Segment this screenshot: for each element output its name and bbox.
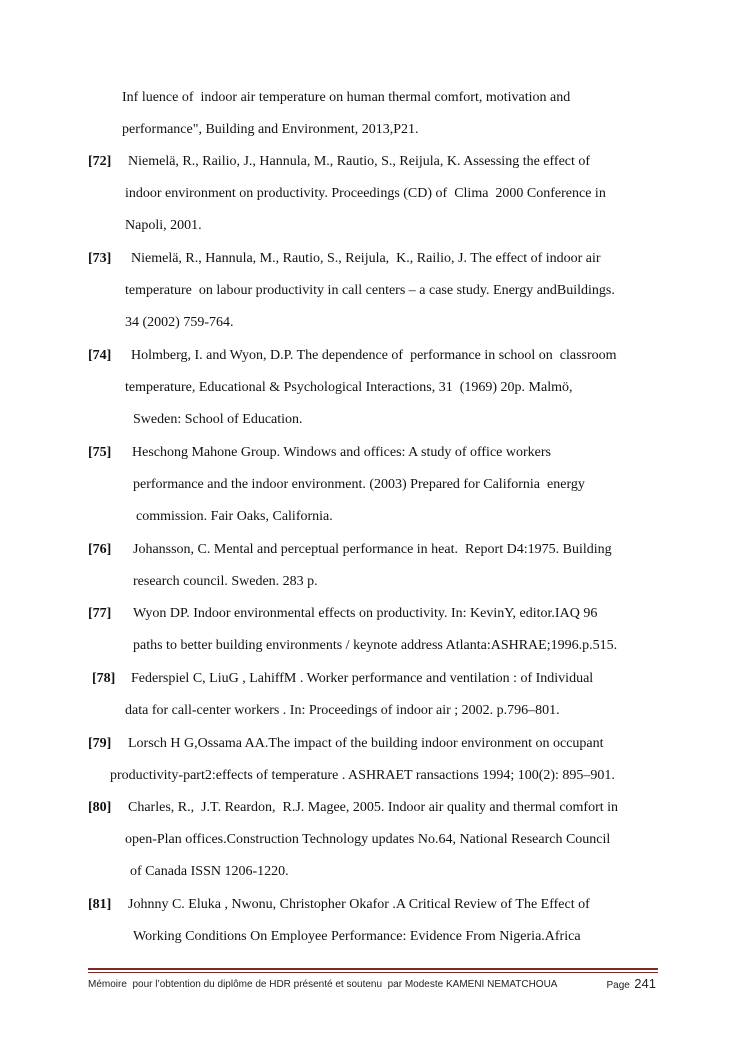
page-number-value: 241 bbox=[634, 976, 656, 991]
reference-line: Lorsch H G,Ossama AA.The impact of the building indoor environment on occupant bbox=[128, 736, 604, 751]
reference-number: [81] bbox=[88, 897, 112, 912]
reference-line: indoor environment on productivity. Proceedings (CD) of Clima 2000 Conference in bbox=[125, 186, 606, 201]
page-number bbox=[606, 976, 656, 994]
reference-line: performance and the indoor environment. (2003) Prepared for California energy bbox=[133, 477, 585, 492]
reference-line: Heschong Mahone Group. Windows and offices: A study of office workers bbox=[132, 445, 551, 460]
footer-text: Mémoire pour l’obtention du diplôme de HDR présenté et soutenu par Modeste KAMENI NEMATCHOUA bbox=[88, 979, 558, 990]
reference-line: of Canada ISSN 1206-1220. bbox=[130, 864, 289, 879]
reference-number: [80] bbox=[88, 800, 112, 815]
reference-line: Federspiel C, LiuG , LahiffM . Worker performance and ventilation : of Individual bbox=[131, 671, 594, 686]
reference-line: 34 (2002) 759-764. bbox=[125, 315, 234, 330]
reference-line: Inf luence of indoor air temperature on human thermal comfort, motivation and bbox=[122, 90, 571, 105]
reference-line: performance", Building and Environment, 2013,P21. bbox=[122, 122, 419, 137]
reference-line: open-Plan offices.Construction Technology updates No.64, National Research Council bbox=[125, 832, 611, 847]
reference-number: [73] bbox=[88, 251, 112, 266]
footer-rule bbox=[88, 972, 658, 973]
reference-number: [72] bbox=[88, 154, 112, 169]
reference-number: [76] bbox=[88, 542, 112, 557]
reference-line: temperature, Educational & Psychological Interactions, 31 (1969) 20p. Malmö, bbox=[125, 380, 573, 395]
reference-line: Napoli, 2001. bbox=[125, 218, 202, 233]
reference-line: paths to better building environments / keynote address Atlanta:ASHRAE;1996.p.515. bbox=[133, 638, 618, 653]
page-label: Page bbox=[606, 980, 630, 991]
reference-line: Johnny C. Eluka , Nwonu, Christopher Okafor .A Critical Review of The Effect of bbox=[128, 897, 590, 912]
reference-line: data for call-center workers . In: Proceedings of indoor air ; 2002. p.796–801. bbox=[125, 703, 560, 718]
reference-number: [78] bbox=[92, 671, 116, 686]
footer-rule bbox=[88, 968, 658, 970]
reference-line: Johansson, C. Mental and perceptual performance in heat. Report D4:1975. Building bbox=[133, 542, 612, 557]
reference-number: [79] bbox=[88, 736, 112, 751]
reference-line: Niemelä, R., Hannula, M., Rautio, S., Reijula, K., Railio, J. The effect of indoor air bbox=[131, 251, 601, 266]
reference-number: [74] bbox=[88, 348, 112, 363]
reference-number: [77] bbox=[88, 606, 112, 621]
reference-line: productivity-part2:effects of temperature . ASHRAET ransactions 1994; 100(2): 895–901. bbox=[110, 768, 615, 783]
reference-line: Sweden: School of Education. bbox=[133, 412, 303, 427]
reference-number: [75] bbox=[88, 445, 112, 460]
reference-line: commission. Fair Oaks, California. bbox=[136, 509, 333, 524]
reference-line: Niemelä, R., Railio, J., Hannula, M., Rautio, S., Reijula, K. Assessing the effect of bbox=[128, 154, 591, 169]
reference-line: Working Conditions On Employee Performance: Evidence From Nigeria.Africa bbox=[133, 929, 581, 944]
reference-line: research council. Sweden. 283 p. bbox=[133, 574, 318, 589]
reference-line: temperature on labour productivity in call centers – a case study. Energy andBuildings. bbox=[125, 283, 615, 298]
reference-line: Charles, R., J.T. Reardon, R.J. Magee, 2005. Indoor air quality and thermal comfort in bbox=[128, 800, 619, 815]
reference-line: Holmberg, I. and Wyon, D.P. The dependence of performance in school on classroom bbox=[131, 348, 617, 363]
reference-line: Wyon DP. Indoor environmental effects on productivity. In: KevinY, editor.IAQ 96 bbox=[133, 606, 598, 621]
